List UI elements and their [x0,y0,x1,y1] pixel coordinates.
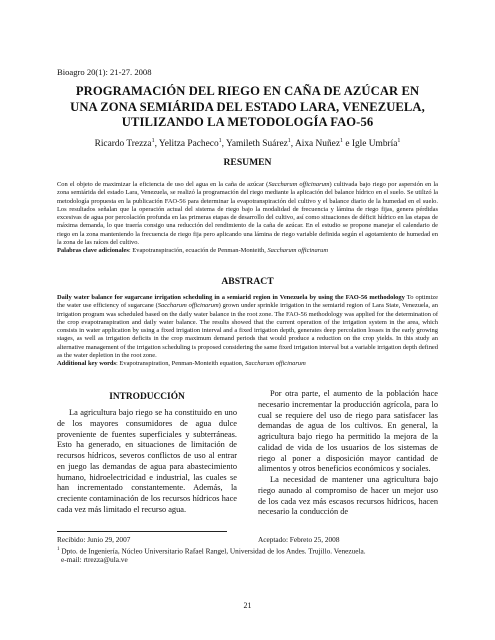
resumen-heading: RESUMEN [223,157,272,168]
body-paragraph: La necesidad de mantener una agricultura bajo riego aunado al compromiso de hacer un mejor uso de los cada vez más escasos recursos hídricos, hacen necesario la conducción de [258,475,438,517]
author-separator: , [154,139,159,150]
affiliation-marker: 1 [57,547,60,552]
right-column [258,389,438,518]
email-text: e-mail: rtrezza@ula.ve [61,555,128,565]
author-list [40,138,455,149]
resumen-text-part: ) cultivada bajo riego por aspersión en la zona semiárida del estado Lara, Venezuela, se realizó la programación del riego mediante la aplicación del balance hídrico en el suelo. Se utilizó la metodología propuesta en la publicación FAO-56 para determinar la evapotranspiración del cultivo y el balance diario de la humedad en el suelo. Los resultados señalan que la operación actual del sistema de riego bajo la modalidad de frecuencia y lámina de riego fijas, genera pérdidas excesivas de agua por percolación profunda en las primeras etapas de desarrollo del cultivo, así como situaciones de déficit hídrico en las etapas de máxima demanda, lo que traería consigo una reducción del rendimiento de la caña de azúcar. En el estudio se propone manejar el calendario de riego en la zona manteniendo la frecuencia de riego fija pero aplicando una lámina de riego variable definida según el agotamiento de humedad en la zona de las raíces del cultivo. [57,181,438,246]
accepted-date: Aceptado: Febreto 25, 2008 [258,535,340,544]
abstract-text [57,294,438,360]
abstract-text-part: To optimize the water use efficiency of sugarcane ( [57,294,439,310]
affiliation-text: Dpto. de Ingeniería, Núcleo Universitario Rafael Rangel, Universidad de los Andes. Trujillo. Venezuela. [59,546,366,556]
author-name: Igle Umbría [351,139,398,150]
intro-heading: INTRODUCCIÓN [109,392,185,402]
keywords-text: : Evapotranspiration, Penman-Monteith equation, [116,360,246,367]
keywords-label: Additional key words [57,360,117,367]
journal-citation: Bioagro 20(1): 21-27. 2008 [57,67,152,77]
affiliation-marker: 1 [151,138,155,144]
title-line: UNA ZONA SEMIÁRIDA DEL ESTADO LARA, VENEZUELA, [70,99,425,114]
species-name: Saccharum officinarum [267,247,329,254]
page-number: 21 [243,601,252,610]
species-name: Saccharum officinarum [245,360,306,367]
keywords-label: Palabras clave adicionales [57,247,129,254]
resumen-block [57,181,438,255]
author-name: Yelitza Pacheco [158,139,219,150]
resumen-text [57,181,438,247]
affiliation-marker: 1 [218,138,222,144]
abstract-text-part: ) grown under sprinkle irrigation in the semiarid region of Lara State, Venezuela, an irrigation program was scheduled based on the daily water balance in the root zone. The FAO-56 methodology was applied for the determination of the crop evapotranspiration and daily water balance. The results showed that the current operation of the irrigation system in the area, which consists in water application by using a fixed irrigation interval and a fixed irrigation depth, generates deep percolation losses in the early growing stages, as well as irrigation deficits in the crop maximum demand periods that would produce a reduction on the crop yields. In this study an alternative management of the irrigation scheduling is proposed considering the same fixed irrigation interval but a variable irrigation depth defined as the water depletion in the root zone. [57,302,438,359]
body-paragraph: La agricultura bajo riego se ha constituido en uno de los mayores consumidores de agua dulce proveniente de fuentes superficiales y subterráneas. Esto ha generado, en situaciones de limitación de recursos hídricos, severos conflictos de uso al entrar en juego las demandas de agua para abastecimiento humano, hidroelectricidad e industrial, las cuales se han incrementado constantemente. Además, la creciente contaminación de los recursos hídricos hace cada vez más limitado el recurso agua. [57,408,237,514]
abstract-block [57,294,438,368]
left-column [57,408,237,516]
abstract-heading: ABSTRACT [221,276,274,287]
species-name: Saccharum officinarum [268,181,330,188]
resumen-keywords [57,247,438,255]
author-name: Yamileth Suárez [225,139,288,150]
resumen-text-part: Con el objeto de maximizar la eficiencia de uso del agua en la caña de azúcar ( [57,181,269,188]
affiliation-note [57,545,438,564]
affiliation-marker: 1 [287,138,291,144]
author-separator: , [221,139,226,150]
author-separator: e [343,139,352,150]
abstract-english-title: Daily water balance for sugarcane irrigation scheduling in a semiarid region in Venezuela by using the FAO-56 methodology [57,294,405,301]
affiliation-marker: 1 [340,138,343,144]
author-name: Ricardo Trezza [94,139,152,150]
body-paragraph: Por otra parte, el aumento de la población hace necesario incrementar la producción agrícola, para lo cual se requiere del uso de riego para satisfacer las demandas de agua de los cultivos. En general, la agricultura bajo riego ha permitido la mejora de la calidad de vida de los usuarios de los sistemas de riego al poner a disposición mayor cantidad de alimentos y otros beneficios económicos y sociales. [258,389,438,474]
footnote-rule [57,531,227,532]
keywords-text: : Evapotranspiración, ecuación de Penman-Monteith, [128,247,268,254]
affiliation-marker: 1 [397,138,401,144]
received-date: Recibido: Junio 29, 2007 [57,535,131,544]
title-line: PROGRAMACIÓN DEL RIEGO EN CAÑA DE AZÚCAR EN [75,84,420,98]
author-separator: , [290,139,295,150]
paper-title [50,84,445,131]
species-name: Saccharum officinarum [157,302,219,310]
author-name: Aixa Nuñez [294,139,340,150]
title-line: UTILIZANDO LA METODOLOGÍA FAO-56 [121,115,374,130]
abstract-keywords [57,360,438,368]
